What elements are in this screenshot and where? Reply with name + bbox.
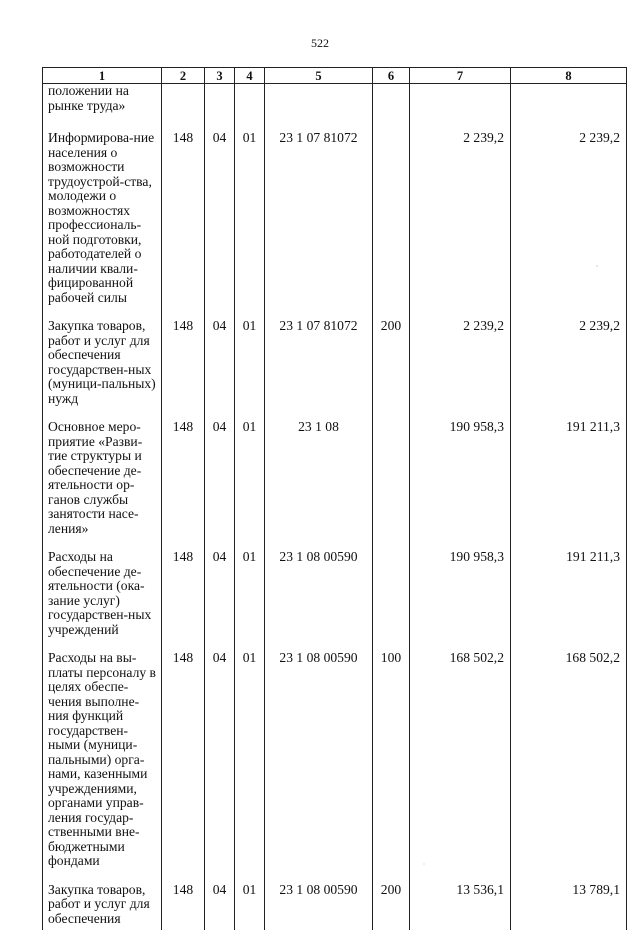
row-section: 04 bbox=[205, 651, 235, 883]
row-ministry-code: 148 bbox=[162, 420, 205, 550]
row-subsection: 01 bbox=[235, 319, 265, 420]
header-col-4: 4 bbox=[235, 68, 265, 84]
row-amount-1: 190 958,3 bbox=[410, 550, 511, 651]
row-section: 04 bbox=[205, 883, 235, 930]
row-subsection: 01 bbox=[235, 131, 265, 319]
header-row bbox=[43, 68, 627, 84]
row-amount-2: 191 211,3 bbox=[511, 420, 627, 550]
row-amount-2: 168 502,2 bbox=[511, 651, 627, 883]
row-ministry-code: 148 bbox=[162, 883, 205, 930]
row-amount-2: 13 789,1 bbox=[511, 883, 627, 930]
header-col-1: 1 bbox=[43, 68, 162, 84]
header-col-6: 6 bbox=[373, 68, 410, 84]
row-amount-1: 190 958,3 bbox=[410, 420, 511, 550]
row-subsection: 01 bbox=[235, 883, 265, 930]
row-section: 04 bbox=[205, 319, 235, 420]
row-amount-2 bbox=[511, 84, 627, 132]
row-expense-type bbox=[373, 420, 410, 550]
row-subsection: 01 bbox=[235, 550, 265, 651]
row-section: 04 bbox=[205, 131, 235, 319]
table-row bbox=[43, 550, 627, 651]
row-ministry-code bbox=[162, 84, 205, 132]
header-col-5: 5 bbox=[265, 68, 373, 84]
row-amount-1: 2 239,2 bbox=[410, 131, 511, 319]
row-amount-1: 168 502,2 bbox=[410, 651, 511, 883]
table-row bbox=[43, 131, 627, 319]
row-amount-1: 13 536,1 bbox=[410, 883, 511, 930]
row-target-article: 23 1 08 00590 bbox=[265, 550, 373, 651]
header-col-2: 2 bbox=[162, 68, 205, 84]
row-name: положении на рынке труда» bbox=[43, 84, 162, 132]
row-amount-2: 191 211,3 bbox=[511, 550, 627, 651]
row-target-article: 23 1 08 bbox=[265, 420, 373, 550]
row-subsection: 01 bbox=[235, 651, 265, 883]
table-row bbox=[43, 883, 627, 930]
row-target-article: 23 1 07 81072 bbox=[265, 131, 373, 319]
row-amount-2: 2 239,2 bbox=[511, 131, 627, 319]
row-expense-type bbox=[373, 131, 410, 319]
row-name: Основное меро-приятие «Разви-тие структуры и обеспечение де-ятельности ор-ганов службы занятости насе-ления» bbox=[43, 420, 162, 550]
row-ministry-code: 148 bbox=[162, 550, 205, 651]
row-amount-1 bbox=[410, 84, 511, 132]
row-target-article: 23 1 08 00590 bbox=[265, 651, 373, 883]
row-expense-type: 100 bbox=[373, 651, 410, 883]
row-subsection bbox=[235, 84, 265, 132]
row-section: 04 bbox=[205, 550, 235, 651]
row-name: Закупка товаров, работ и услуг для обеспечения bbox=[43, 883, 162, 930]
budget-table bbox=[42, 67, 627, 930]
row-amount-2: 2 239,2 bbox=[511, 319, 627, 420]
row-name: Расходы на вы-платы персоналу в целях обеспе-чения выполне-ния функций государствен-ными (муници-пальными) орга-нами, казенными учреждениями, органами управ-ления государ-ственными вне-бюджетными фондами bbox=[43, 651, 162, 883]
page-number: 522 bbox=[0, 36, 640, 51]
row-ministry-code: 148 bbox=[162, 651, 205, 883]
row-expense-type bbox=[373, 550, 410, 651]
header-col-7: 7 bbox=[410, 68, 511, 84]
row-expense-type bbox=[373, 84, 410, 132]
row-subsection: 01 bbox=[235, 420, 265, 550]
row-expense-type: 200 bbox=[373, 883, 410, 930]
header-col-8: 8 bbox=[511, 68, 627, 84]
row-amount-1: 2 239,2 bbox=[410, 319, 511, 420]
row-section bbox=[205, 84, 235, 132]
table-row bbox=[43, 84, 627, 132]
row-name: Закупка товаров, работ и услуг для обеспечения государствен-ных (муници-пальных) нужд bbox=[43, 319, 162, 420]
header-col-3: 3 bbox=[205, 68, 235, 84]
row-name: Расходы на обеспечение де-ятельности (ока-зание услуг) государствен-ных учреждений bbox=[43, 550, 162, 651]
row-target-article bbox=[265, 84, 373, 132]
row-ministry-code: 148 bbox=[162, 319, 205, 420]
row-target-article: 23 1 07 81072 bbox=[265, 319, 373, 420]
table-row bbox=[43, 420, 627, 550]
row-expense-type: 200 bbox=[373, 319, 410, 420]
row-target-article: 23 1 08 00590 bbox=[265, 883, 373, 930]
row-section: 04 bbox=[205, 420, 235, 550]
row-name: Информирова-ние населения о возможности трудоустрой-ства, молодежи о возможностях профессиональ-ной подготовки, работодателей о наличии квали-фицированной рабочей силы bbox=[43, 131, 162, 319]
table-row bbox=[43, 319, 627, 420]
row-ministry-code: 148 bbox=[162, 131, 205, 319]
table-row bbox=[43, 651, 627, 883]
